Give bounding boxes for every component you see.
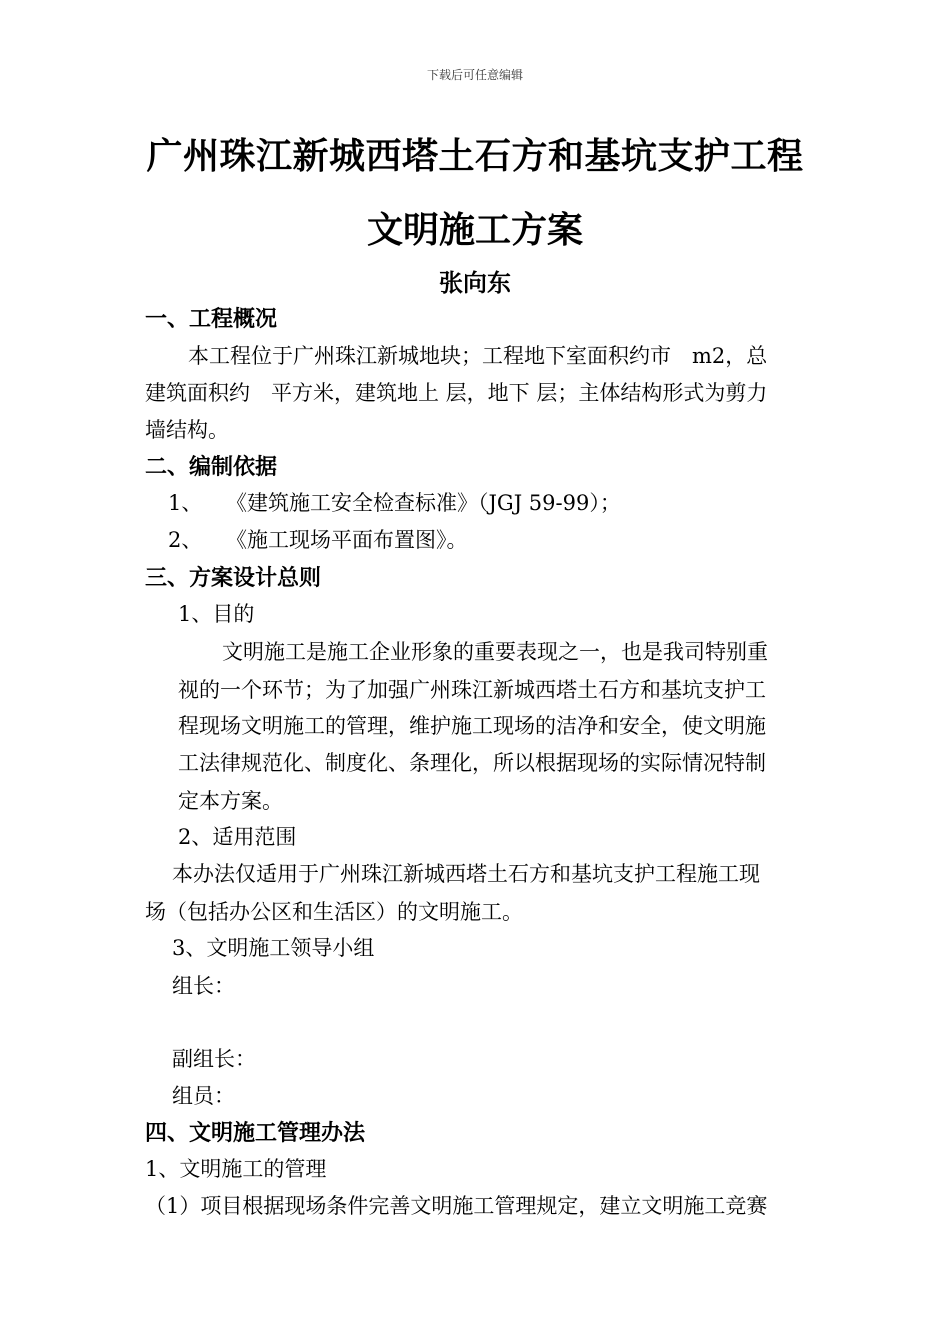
paragraph-line: 程现场文明施工的管理，维护施工现场的洁净和安全，使文明施 — [178, 714, 766, 738]
paragraph-line: （1）项目根据现场条件完善文明施工管理规定，建立文明施工竞赛 — [145, 1194, 768, 1218]
paragraph-line: 本工程位于广州珠江新城地块；工程地下室面积约市 m2，总 — [188, 344, 768, 368]
subheading-scope: 2、适用范围 — [178, 825, 297, 849]
paragraph-line: 视的一个环节；为了加强广州珠江新城西塔土石方和基坑支护工 — [178, 678, 766, 702]
document-title-line1: 广州珠江新城西塔土石方和基坑支护工程 — [146, 136, 804, 177]
vice-leader-label: 副组长： — [172, 1047, 256, 1071]
subheading-civilized-management: 1、文明施工的管理 — [145, 1157, 327, 1181]
author-name: 张向东 — [439, 269, 511, 297]
paragraph-line: 场（包括办公区和生活区）的文明施工。 — [145, 900, 523, 924]
member-label: 组员： — [172, 1084, 235, 1108]
paragraph-line: 墙结构。 — [145, 418, 229, 442]
paragraph-line: 本办法仅适用于广州珠江新城西塔土石方和基坑支护工程施工现 — [172, 862, 760, 886]
leader-label: 组长： — [172, 974, 235, 998]
subheading-leadership-group: 3、文明施工领导小组 — [172, 936, 375, 960]
list-item-text: 《施工现场平面布置图》。 — [226, 528, 468, 552]
section-heading-principles: 三、方案设计总则 — [145, 566, 322, 591]
section-heading-basis: 二、编制依据 — [145, 455, 278, 480]
paragraph-line: 建筑面积约 平方米，建筑地上 层，地下 层；主体结构形式为剪力 — [145, 381, 768, 405]
section-heading-management: 四、文明施工管理办法 — [145, 1121, 366, 1146]
list-item-text: 《建筑施工安全检查标准》（JGJ 59-99）； — [226, 491, 621, 515]
section-heading-overview: 一、工程概况 — [145, 307, 278, 332]
list-item-number: 1、 — [168, 491, 203, 515]
paragraph-line: 文明施工是施工企业形象的重要表现之一，也是我司特别重 — [222, 640, 768, 664]
paragraph-line: 工法律规范化、制度化、条理化，所以根据现场的实际情况特制 — [178, 751, 766, 775]
subheading-purpose: 1、目的 — [178, 602, 255, 626]
list-item-number: 2、 — [168, 528, 203, 552]
paragraph-line: 定本方案。 — [178, 789, 283, 813]
page-header: 下载后可任意编辑 — [426, 68, 523, 82]
document-title-line2: 文明施工方案 — [366, 210, 583, 251]
